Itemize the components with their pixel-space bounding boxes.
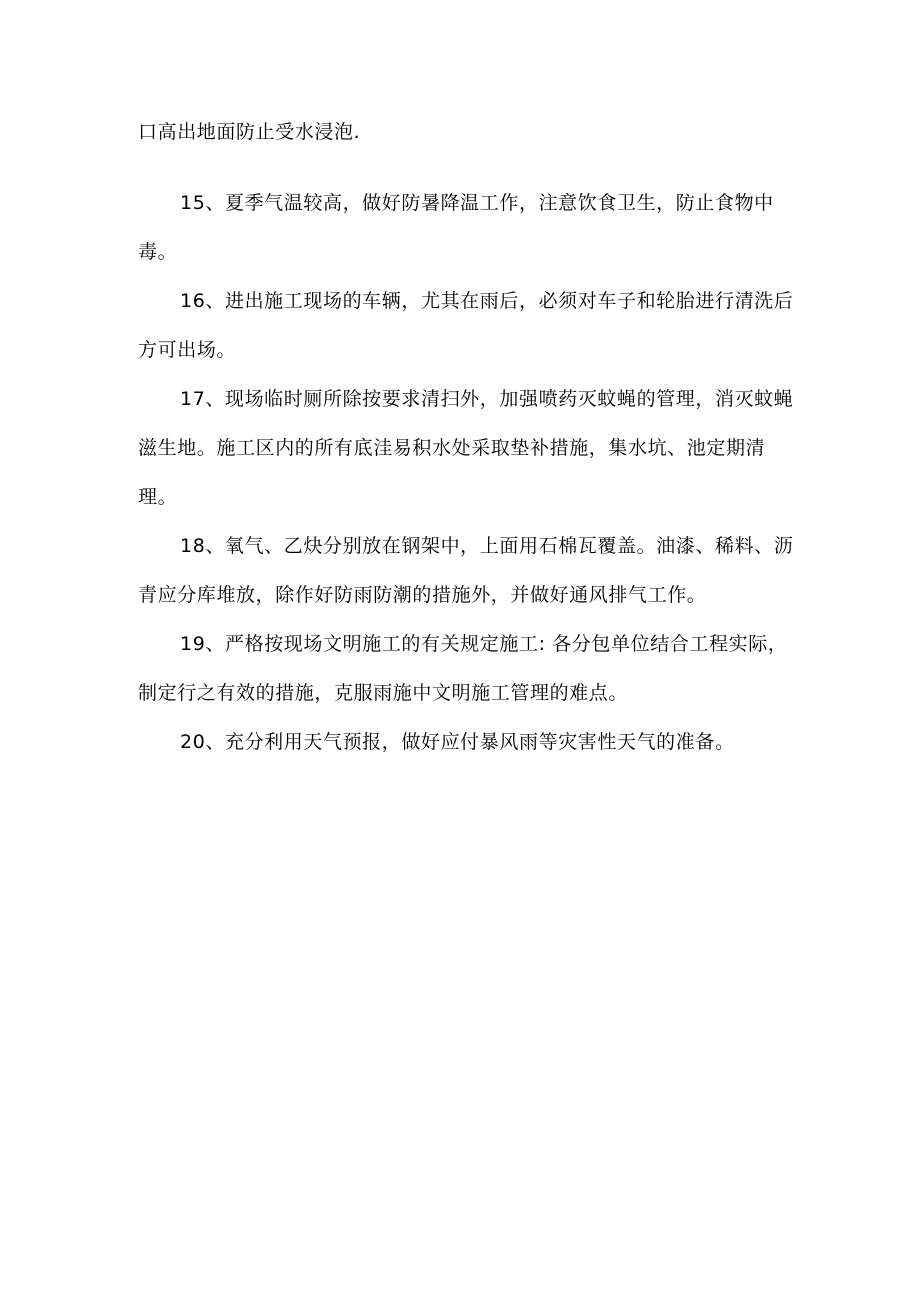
paragraph-item-16: 16、进出施工现场的车辆，尤其在雨后，必须对车子和轮胎进行清洗后方可出场。 <box>138 290 794 361</box>
paragraph-item-17: 17、现场临时厕所除按要求清扫外，加强喷药灭蚊蝇的管理，消灭蚊蝇滋生地。施工区内的所有底洼易积水处采取垫补措施，集水坑、池定期清理。 <box>138 388 794 508</box>
paragraph-item-20: 20、充分利用天气预报，做好应付暴风雨等灾害性天气的准备。 <box>180 731 735 753</box>
paragraph-item-15: 15、夏季气温较高，做好防暑降温工作，注意饮食卫生，防止食物中毒。 <box>138 192 774 263</box>
paragraph-item-19: 19、严格按现场文明施工的有关规定施工: 各分包单位结合工程实际，制定行之有效的措施，克服雨施中文明施工管理的难点。 <box>138 633 788 704</box>
document-body <box>138 108 798 767</box>
paragraph-item-18: 18、氧气、乙炔分别放在钢架中，上面用石棉瓦覆盖。油漆、稀料、沥青应分库堆放，除作好防雨防潮的措施外，并做好通风排气工作。 <box>138 535 794 606</box>
paragraph-continuation: 口高出地面防止受水浸泡. <box>138 121 361 143</box>
